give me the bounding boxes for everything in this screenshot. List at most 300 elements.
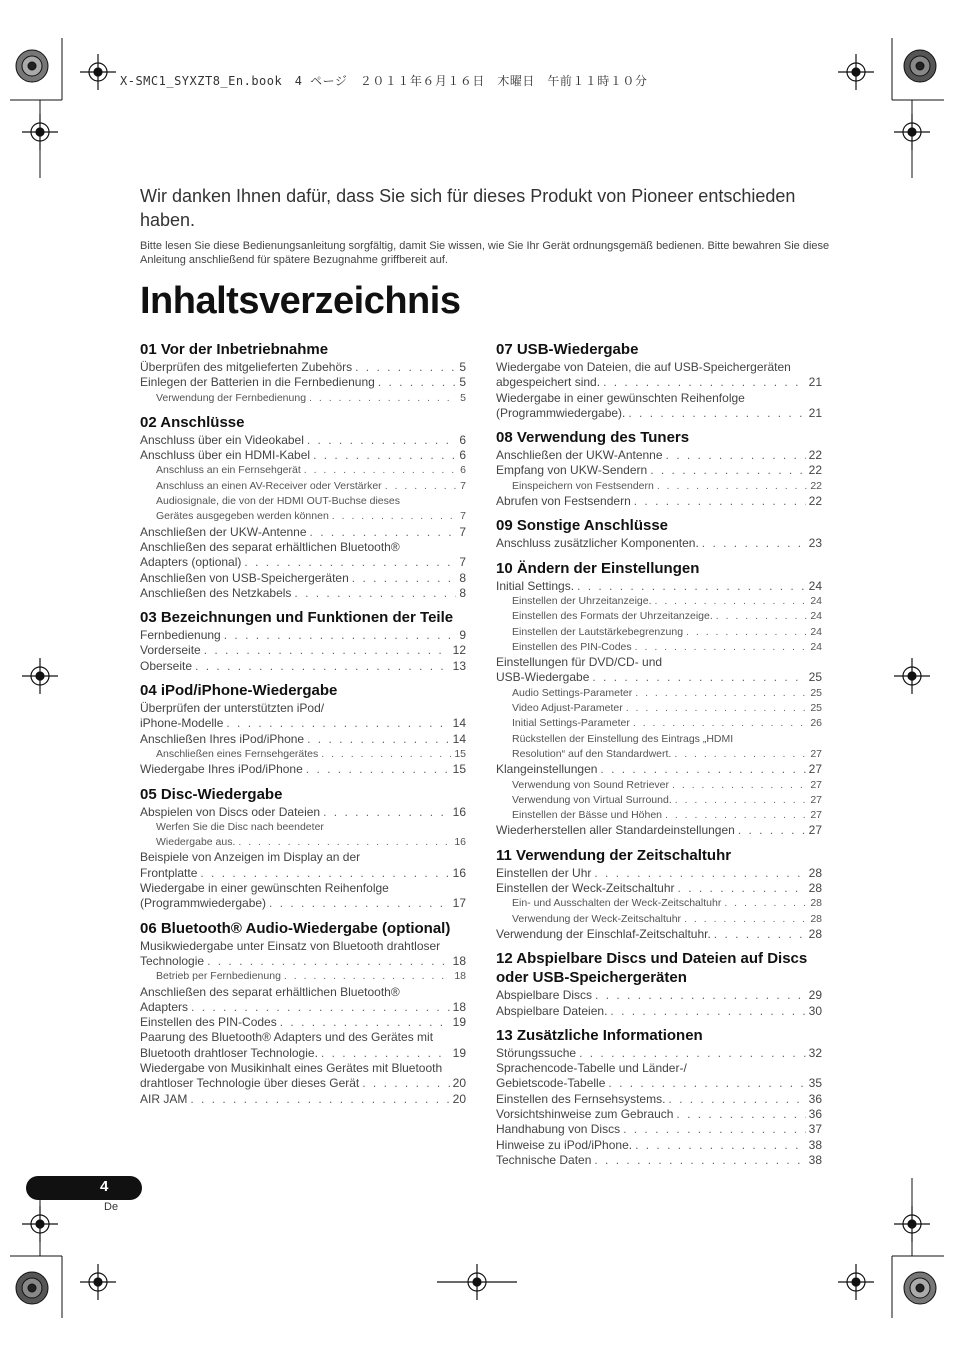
toc-entry-line — [140, 1015, 466, 1030]
dot-leader — [674, 747, 807, 762]
toc-entry-line — [496, 463, 822, 478]
toc-entry-line — [140, 659, 466, 674]
toc-entry[interactable] — [140, 881, 466, 912]
toc-entry[interactable] — [496, 536, 822, 551]
toc-entry[interactable] — [496, 494, 822, 509]
toc-page-number: 24 — [810, 625, 822, 638]
toc-entry-text-line1: Beispiele von Anzeigen im Display an der — [140, 850, 361, 865]
toc-entry[interactable] — [496, 655, 822, 686]
toc-entry-line — [156, 509, 466, 524]
toc-entry[interactable] — [140, 375, 466, 390]
toc-entry[interactable] — [496, 1092, 822, 1107]
toc-entry-text: Hinweise zu iPod/iPhone. — [496, 1137, 633, 1152]
toc-entry-text: Einstellen der Bässe und Höhen — [512, 809, 663, 822]
dot-leader — [603, 375, 806, 390]
toc-entry-text-line1: Werfen Sie die Disc nach beendeter — [156, 820, 324, 833]
toc-entry-line — [140, 1000, 466, 1015]
dot-leader — [635, 640, 808, 655]
toc-entry-line — [496, 988, 822, 1003]
dot-leader — [594, 866, 805, 881]
toc-entry-line — [496, 1122, 822, 1137]
toc-entry[interactable] — [496, 1122, 822, 1137]
toc-page-number: 5 — [459, 375, 466, 390]
toc-entry-line — [140, 643, 466, 658]
dot-leader — [355, 360, 456, 375]
toc-entry[interactable] — [496, 1004, 822, 1019]
toc-entry-line — [496, 1107, 822, 1122]
toc-entry-line — [496, 762, 822, 777]
dot-leader — [579, 1046, 806, 1061]
toc-page-number: 7 — [459, 555, 466, 570]
toc-entry-text: Einlegen der Batterien in die Fernbedienung — [140, 375, 375, 390]
toc-section — [140, 919, 466, 1107]
dot-leader — [332, 509, 457, 524]
toc-entry[interactable] — [496, 1061, 822, 1092]
toc-entry-line — [496, 927, 822, 942]
toc-subentry[interactable] — [496, 686, 822, 701]
dot-leader — [623, 1122, 806, 1137]
toc-page-number: 12 — [452, 643, 466, 658]
toc-entry[interactable] — [140, 643, 466, 658]
dot-leader — [284, 969, 451, 984]
dot-leader — [634, 494, 806, 509]
toc-entry[interactable] — [140, 701, 466, 732]
dot-leader — [702, 536, 806, 551]
toc-entry-text: Anschluss zusätzlicher Komponenten. — [496, 536, 699, 551]
toc-entry-text: Anschluss an ein Fernsehgerät — [156, 464, 301, 477]
dot-leader — [577, 579, 806, 594]
intro-heading: Wir danken Ihnen dafür, dass Sie sich für dieses Produkt von Pioneer entschieden haben. — [140, 186, 796, 230]
toc-page-number: 9 — [459, 628, 466, 643]
toc-entry-line — [140, 805, 466, 820]
toc-entry-line — [496, 1092, 822, 1107]
toc-entry-line — [140, 762, 466, 777]
dot-leader — [307, 433, 456, 448]
toc-entry[interactable] — [140, 1030, 466, 1061]
toc-entry-text: iPhone-Modelle — [140, 716, 224, 731]
toc-subentry[interactable] — [140, 820, 466, 851]
dot-leader — [200, 866, 449, 881]
dot-leader — [608, 1076, 805, 1091]
toc-subentry[interactable] — [496, 896, 822, 911]
toc-entry-text: Abspielbare Discs — [496, 988, 593, 1003]
toc-section-title: 01 Vor der Inbetriebnahme — [140, 341, 329, 358]
toc-entry[interactable] — [140, 628, 466, 643]
dot-leader — [628, 406, 805, 421]
toc-page-number: 22 — [808, 494, 822, 509]
dot-leader — [195, 659, 450, 674]
dot-leader — [635, 686, 807, 701]
toc-subentry[interactable] — [140, 391, 466, 406]
toc-entry[interactable] — [140, 939, 466, 970]
toc-page-number: 15 — [452, 762, 466, 777]
toc-entry[interactable] — [140, 1092, 466, 1107]
toc-entry-line — [512, 479, 822, 494]
toc-subentry[interactable] — [140, 479, 466, 494]
toc-page-number: 28 — [810, 897, 822, 910]
toc-entry-text: Video Adjust-Parameter — [512, 702, 623, 715]
toc-entry[interactable] — [496, 881, 822, 896]
toc-page-number: 27 — [810, 778, 822, 791]
toc-entry-line — [512, 701, 822, 716]
toc-section-title: 09 Sonstige Anschlüsse — [496, 517, 669, 535]
toc-entry-line — [496, 448, 822, 463]
dot-leader — [280, 1015, 450, 1030]
toc-entry-line — [140, 866, 466, 881]
toc-entry-line — [512, 686, 822, 701]
toc-page-number: 30 — [808, 1003, 822, 1018]
toc-entry[interactable] — [496, 1153, 822, 1168]
toc-page-number: 24 — [808, 578, 822, 593]
dot-leader — [352, 571, 457, 586]
toc-section-title: 13 Zusätzliche Informationen — [496, 1026, 703, 1044]
toc-entry-line — [140, 433, 466, 448]
toc-entry-text: Vorsichtshinweise zum Gebrauch — [496, 1106, 674, 1121]
toc-entry-line — [496, 406, 822, 421]
toc-subentry[interactable] — [496, 609, 822, 624]
toc-page-number: 7 — [459, 524, 466, 539]
toc-page-number: 38 — [808, 1152, 822, 1167]
toc-entry-text: USB-Wiedergabe — [496, 670, 590, 685]
toc-entry-line — [156, 391, 466, 406]
toc-entry[interactable] — [496, 360, 822, 391]
toc-entry-text-line1: Anschließen des separat erhältlichen Bluetooth® — [140, 539, 400, 554]
toc-entry-text: AIR JAM — [140, 1091, 188, 1106]
toc-section — [140, 608, 466, 674]
toc-page-number: 16 — [452, 804, 466, 819]
toc-section-title: 10 Ändern der Einstellungen — [496, 559, 700, 577]
toc-entry-line — [156, 479, 466, 494]
toc-entry-text-line1: Audiosignale, die von der HDMI OUT-Buchse dieses — [156, 495, 400, 508]
toc-section — [496, 949, 822, 1019]
dot-leader — [714, 927, 806, 942]
dot-leader — [191, 1000, 450, 1015]
toc-entry-text-line1: Wiedergabe von Dateien, die auf USB-Speichergeräten — [496, 360, 791, 374]
toc-entry[interactable] — [140, 540, 466, 571]
toc-entry-line — [140, 716, 466, 731]
toc-entry-text-line1: Anschließen des separat erhältlichen Bluetooth® — [140, 984, 400, 999]
toc-entry-text: Verwendung von Sound Retriever — [512, 778, 670, 791]
toc-entry[interactable] — [140, 732, 466, 747]
toc-entry-line — [140, 375, 466, 390]
toc-entry[interactable] — [140, 571, 466, 586]
toc-entry-line — [156, 747, 466, 762]
toc-section-title: 12 Abspielbare Discs und Dateien auf Discs oder USB-Speichergeräten — [496, 950, 808, 987]
toc-section-title: 11 Verwendung der Zeitschaltuhr — [496, 846, 732, 864]
toc-page-number: 15 — [454, 747, 466, 760]
toc-subentry[interactable] — [496, 716, 822, 731]
toc-entry[interactable] — [496, 463, 822, 478]
toc-entry-text: Einstellen des PIN-Codes — [512, 640, 632, 653]
dot-leader — [207, 954, 450, 969]
toc-entry-line — [140, 1046, 466, 1061]
toc-page-number: 25 — [808, 670, 822, 685]
toc-entry[interactable] — [496, 927, 822, 942]
dot-leader — [204, 643, 450, 658]
toc-entry-text: Verwendung von Virtual Surround. — [512, 793, 672, 806]
dot-leader — [385, 479, 457, 494]
toc-page-number: 27 — [810, 793, 822, 806]
toc-entry[interactable] — [496, 1107, 822, 1122]
toc-entry-text: Audio Settings-Parameter — [512, 686, 633, 699]
toc-subentry[interactable] — [496, 594, 822, 609]
toc-page-number: 5 — [460, 391, 466, 404]
toc-page-number: 27 — [810, 809, 822, 822]
toc-subentry[interactable] — [496, 732, 822, 763]
toc-entry[interactable] — [496, 762, 822, 777]
toc-subentry[interactable] — [140, 969, 466, 984]
toc-entry-text: abgespeichert sind. — [496, 375, 601, 390]
dot-leader — [362, 1076, 449, 1091]
toc-entry-line — [512, 808, 822, 823]
toc-page-number: 8 — [459, 585, 466, 600]
toc-page-number: 24 — [810, 594, 822, 607]
toc-subentry[interactable] — [140, 463, 466, 478]
toc-entry-text-line1: Musikwiedergabe unter Einsatz von Bluetooth drahtloser — [140, 938, 441, 953]
toc-subentry[interactable] — [496, 912, 822, 927]
toc-page-number: 8 — [459, 570, 466, 585]
toc-subentry[interactable] — [496, 640, 822, 655]
toc-entry-text-line1: Sprachencode-Tabelle und Länder-/ — [496, 1061, 687, 1076]
toc-entry-line — [512, 896, 822, 911]
toc-entry-text: Initial Settings. — [496, 578, 575, 593]
dot-leader — [323, 805, 450, 820]
toc-entry-line — [496, 579, 822, 594]
toc-section — [496, 340, 822, 421]
toc-entry-text: Überprüfen des mitgelieferten Zubehörs — [140, 360, 353, 374]
dot-leader — [294, 586, 456, 601]
toc-page-number: 28 — [808, 881, 822, 896]
toc-entry-text: Anschließen von USB-Speichergeräten — [140, 570, 349, 585]
toc-entry-line — [512, 912, 822, 927]
toc-entry-line — [512, 594, 822, 609]
toc-page-number: 7 — [460, 510, 466, 523]
toc-section — [140, 340, 466, 406]
toc-section-title: 05 Disc-Wiedergabe — [140, 785, 283, 803]
toc-entry[interactable] — [140, 586, 466, 601]
dot-leader — [626, 701, 808, 716]
dot-leader — [678, 881, 806, 896]
toc-entry-text-line1: Überprüfen der unterstützten iPod/ — [140, 701, 325, 716]
toc-entry-text: Abspielen von Discs oder Dateien — [140, 804, 321, 819]
toc-page-number: 21 — [808, 405, 822, 420]
toc-section — [496, 1026, 822, 1168]
toc-section-title: 06 Bluetooth® Audio-Wiedergabe (optional) — [140, 919, 451, 937]
toc-page-number: 38 — [808, 1137, 822, 1152]
toc-page-number: 35 — [808, 1076, 822, 1091]
toc-entry[interactable] — [140, 985, 466, 1016]
toc-subentry[interactable] — [496, 778, 822, 793]
toc-page-number: 28 — [810, 912, 822, 925]
intro-text: Bitte lesen Sie diese Bedienungsanleitung sorgfältig, damit Sie wissen, wie Sie Ihr Gerät ordnungsgemäß bedienen. Bitte bewahren Sie diese Anleitung anschließend für spätere Bezugnahme griffbereit auf. — [140, 240, 830, 266]
dot-leader — [684, 912, 807, 927]
toc-entry-text: Ein- und Ausschalten der Weck-Zeitschaltuhr — [512, 897, 722, 910]
toc-page-number: 37 — [808, 1122, 822, 1137]
toc-entry-text: Vorderseite — [140, 643, 201, 658]
toc-page-number: 36 — [808, 1106, 822, 1121]
toc-page-number: 16 — [454, 836, 466, 849]
toc-entry-text: Anschließen der UKW-Antenne — [496, 448, 663, 463]
toc-entry-text: Einspeichern von Festsendern — [512, 479, 654, 492]
toc-page-number: 19 — [452, 1015, 466, 1030]
toc-entry-text: (Programmwiedergabe). — [496, 405, 626, 420]
toc-entry[interactable] — [140, 1061, 466, 1092]
toc-page-number: 23 — [808, 536, 822, 551]
dot-leader — [665, 808, 807, 823]
toc-entry-line — [496, 866, 822, 881]
toc-entry[interactable] — [496, 866, 822, 881]
toc-entry-text: Einstellen des PIN-Codes — [140, 1015, 277, 1030]
toc-entry-text: Einstellen der Uhr — [496, 865, 592, 880]
toc-entry-line — [496, 1004, 822, 1019]
toc-entry[interactable] — [140, 1015, 466, 1030]
print-info-line: X-SMC1_SYXZT8_En.book 4 ページ ２０１１年６月１６日 木曜日 午前１１時１０分 — [120, 74, 648, 88]
toc-entry[interactable] — [140, 360, 466, 375]
toc-entry-text-line1: Wiedergabe von Musikinhalt eines Gerätes mit Bluetooth — [140, 1060, 443, 1075]
dot-leader — [592, 670, 805, 685]
toc-entry[interactable] — [140, 525, 466, 540]
page-number: 4 — [100, 1178, 109, 1195]
dot-leader — [666, 448, 806, 463]
toc-entry-text: Frontplatte — [140, 865, 198, 880]
toc-entry[interactable] — [496, 1138, 822, 1153]
toc-section — [496, 428, 822, 509]
toc-entry-text: Wiedergabe Ihres iPod/iPhone — [140, 762, 303, 777]
toc-entry-text: Einstellen des Formats der Uhrzeitanzeige. — [512, 610, 713, 623]
toc-page-number: 17 — [452, 896, 466, 911]
toc-page-number: 20 — [452, 1091, 466, 1106]
toc-page-number: 24 — [810, 640, 822, 653]
toc-entry-line — [512, 640, 822, 655]
toc-entry-text: Bluetooth drahtloser Technologie. — [140, 1045, 318, 1060]
toc-entry-line — [496, 881, 822, 896]
toc-entry[interactable] — [496, 391, 822, 422]
toc-section — [496, 846, 822, 942]
toc-entry-line — [140, 360, 466, 375]
toc-entry-text: Wiederherstellen aller Standardeinstellungen — [496, 823, 735, 838]
toc-entry-line — [156, 463, 466, 478]
toc-page-number: 25 — [810, 702, 822, 715]
toc-section — [140, 785, 466, 912]
dot-leader — [244, 555, 456, 570]
toc-entry[interactable] — [140, 762, 466, 777]
toc-page-number: 24 — [810, 610, 822, 623]
toc-page-number: 27 — [810, 747, 822, 760]
toc-page-number: 32 — [808, 1045, 822, 1060]
dot-leader — [655, 594, 808, 609]
toc-entry[interactable] — [140, 448, 466, 463]
toc-entry-line — [156, 969, 466, 984]
toc-page-number: 14 — [452, 731, 466, 746]
toc-subentry[interactable] — [140, 494, 466, 525]
toc-entry[interactable] — [140, 433, 466, 448]
toc-entry[interactable] — [496, 448, 822, 463]
dot-leader — [635, 1138, 806, 1153]
toc-entry-line — [156, 835, 466, 850]
toc-entry-line — [496, 494, 822, 509]
dot-leader — [238, 835, 451, 850]
toc-entry-line — [140, 732, 466, 747]
toc-entry-text: Oberseite — [140, 658, 193, 673]
toc-entry[interactable] — [140, 659, 466, 674]
toc-column-right — [496, 340, 822, 1175]
toc-subentry[interactable] — [496, 479, 822, 494]
toc-entry-text: Verwendung der Fernbedienung — [156, 391, 307, 404]
toc-entry-text: Gebietscode-Tabelle — [496, 1076, 606, 1091]
toc-page-number: 28 — [808, 865, 822, 880]
toc-entry[interactable] — [140, 805, 466, 820]
toc-page-number: 18 — [452, 999, 466, 1014]
toc-entry-line — [496, 536, 822, 551]
toc-entry-text: Einstellen der Uhrzeitanzeige. — [512, 594, 652, 607]
toc-section-title: 03 Bezeichnungen und Funktionen der Teile — [140, 609, 454, 627]
toc-entry[interactable] — [496, 1046, 822, 1061]
page-number-badge — [26, 1176, 142, 1200]
toc-entry-line — [140, 1092, 466, 1107]
dot-leader — [309, 391, 457, 406]
toc-entry[interactable] — [496, 579, 822, 594]
toc-page-number: 22 — [808, 463, 822, 478]
dot-leader — [307, 732, 450, 747]
dot-leader — [190, 1092, 449, 1107]
toc-entry-text: drahtloser Technologie über dieses Gerät — [140, 1076, 360, 1091]
toc-page-number: 28 — [808, 926, 822, 941]
toc-entry-text: Anschluss über ein HDMI-Kabel — [140, 448, 311, 463]
dot-leader — [716, 609, 808, 624]
toc-entry-text: Adapters — [140, 999, 189, 1014]
toc-page-number: 27 — [808, 762, 822, 777]
toc-page-number: 18 — [452, 953, 466, 968]
toc-entry[interactable] — [140, 850, 466, 881]
toc-page-number: 14 — [452, 716, 466, 731]
toc-subentry[interactable] — [496, 625, 822, 640]
toc-section-title: 04 iPod/iPhone-Wiedergabe — [140, 682, 338, 700]
toc-subentry[interactable] — [496, 808, 822, 823]
toc-page-number: 25 — [810, 686, 822, 699]
toc-entry-line — [140, 628, 466, 643]
toc-entry[interactable] — [496, 823, 822, 838]
toc-section-title: 07 USB-Wiedergabe — [496, 341, 639, 358]
toc-subentry[interactable] — [496, 793, 822, 808]
toc-entry-line — [496, 375, 822, 390]
toc-entry-text: Anschluss über ein Videokabel — [140, 432, 304, 447]
toc-page-number: 22 — [810, 479, 822, 492]
toc-entry-line — [512, 778, 822, 793]
toc-page-number: 22 — [808, 448, 822, 463]
toc-page-number: 5 — [459, 360, 466, 374]
dot-leader — [269, 896, 450, 911]
toc-subentry[interactable] — [496, 701, 822, 716]
toc-entry-line — [140, 896, 466, 911]
dot-leader — [378, 375, 456, 390]
language-code: De — [104, 1201, 119, 1213]
dot-leader — [224, 628, 457, 643]
toc-entry-text: Technologie — [140, 953, 205, 968]
toc-column-left — [140, 340, 466, 1114]
toc-entry-line — [496, 1076, 822, 1091]
toc-entry-line — [512, 793, 822, 808]
toc-entry-line — [140, 571, 466, 586]
toc-entry-line — [496, 823, 822, 838]
toc-section — [496, 559, 822, 839]
toc-entry-text: Störungssuche — [496, 1045, 577, 1060]
toc-page-number: 18 — [454, 970, 466, 983]
dot-leader — [676, 1107, 805, 1122]
toc-entry[interactable] — [496, 988, 822, 1003]
toc-entry-line — [512, 747, 822, 762]
toc-entry-text-line1: Wiedergabe in einer gewünschten Reihenfolge — [496, 390, 745, 405]
toc-subentry[interactable] — [140, 747, 466, 762]
